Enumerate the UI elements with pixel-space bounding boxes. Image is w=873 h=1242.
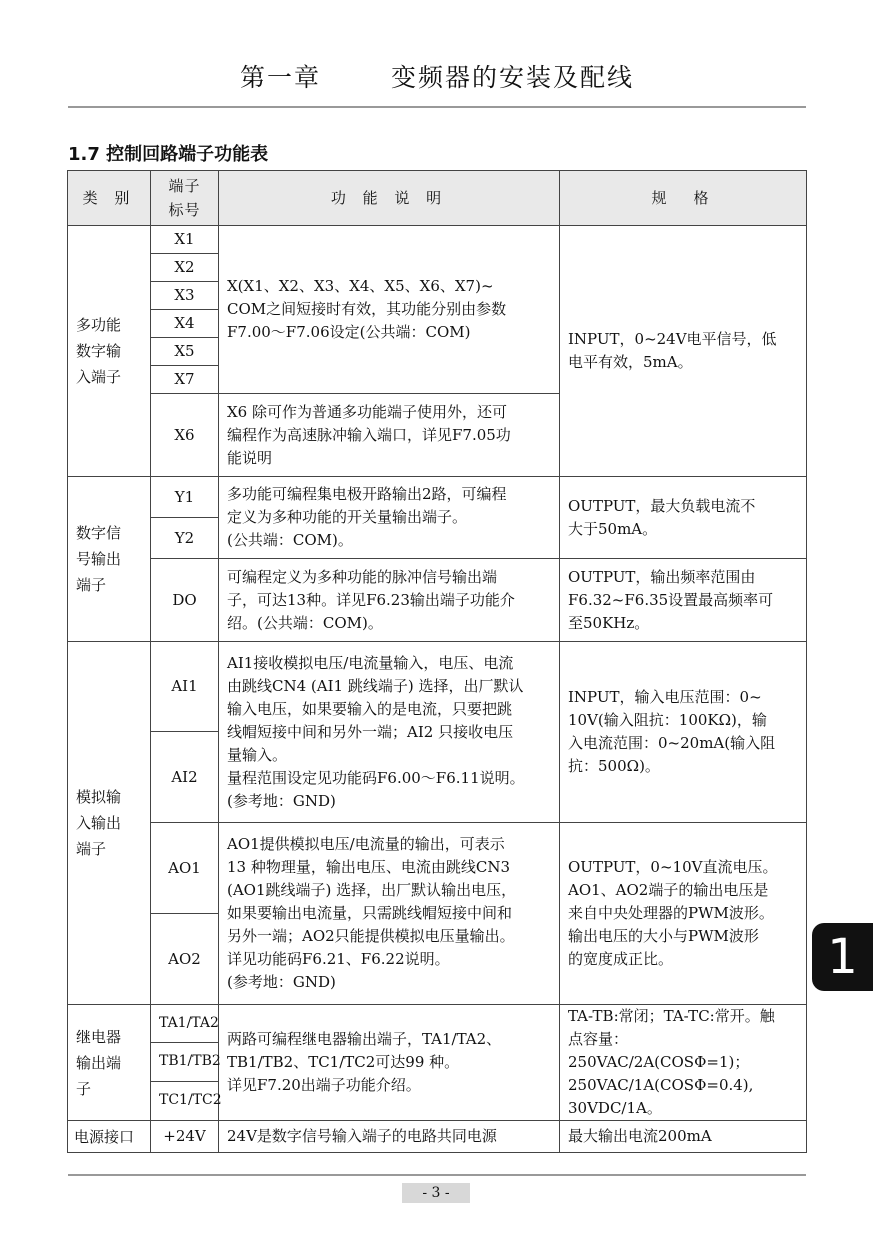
terminal-function-table [67,170,807,1153]
terminal-x6: X6 [151,394,219,477]
terminal-ai1: AI1 [151,642,219,732]
desc-relay: 两路可编程继电器输出端子，TA1/TA2、 TB1/TB2、TC1/TC2可达99 种。 详见F7.20出端子功能介绍。 [219,1005,560,1121]
terminal-x3: X3 [151,282,219,310]
spec-multi-input: INPUT，0~24V电平信号，低 电平有效，5mA。 [560,226,807,477]
terminal-y1: Y1 [151,477,219,518]
category-digital-output: 数字信 号输出 端子 [68,477,151,642]
header-spec: 规 格 [560,171,807,226]
terminal-tb: TB1/TB2 [151,1043,219,1081]
terminal-24v: +24V [151,1121,219,1153]
terminal-ai2: AI2 [151,732,219,823]
desc-x6: X6 除可作为普通多功能端子使用外，还可 编程作为高速脉冲输入端口，详见F7.05功 能说明 [219,394,560,477]
terminal-tc: TC1/TC2 [151,1081,219,1120]
spec-ai: INPUT，输入电压范围：0~ 10V(输入阻抗：100KΩ)，输 入电流范围：0~20mA(输入阻 抗：500Ω)。 [560,642,807,823]
spec-do: OUTPUT，输出频率范围由 F6.32~F6.35设置最高频率可 至50KHz。 [560,559,807,642]
spec-y: OUTPUT，最大负载电流不 大于50mA。 [560,477,807,559]
terminal-x5: X5 [151,338,219,366]
terminal-y2: Y2 [151,518,219,559]
terminal-ao2: AO2 [151,914,219,1005]
terminal-x7: X7 [151,366,219,394]
section-title: 1.7 控制回路端子功能表 [68,144,269,165]
chapter-header [68,58,806,100]
category-power: 电源接口 [68,1121,151,1153]
desc-multi-input: X(X1、X2、X3、X4、X5、X6、X7)~ COM之间短接时有效，其功能分别由参数 F7.00～F7.06设定(公共端：COM) [219,226,560,394]
page-number: - 3 - [402,1183,470,1203]
category-relay: 继电器 输出端 子 [68,1005,151,1121]
terminal-x2: X2 [151,254,219,282]
header-category: 类 别 [68,171,151,226]
terminal-x4: X4 [151,310,219,338]
spec-relay: TA-TB:常闭；TA-TC:常开。触 点容量：250VAC/2A(COSΦ=1)； 250VAC/1A(COSΦ=0.4), 30VDC/1A。 [560,1005,807,1121]
desc-power: 24V是数字信号输入端子的电路共同电源 [219,1121,560,1153]
terminal-ao1: AO1 [151,823,219,914]
terminal-x1: X1 [151,226,219,254]
desc-ao: AO1提供模拟电压/电流量的输出，可表示 13 种物理量，输出电压、电流由跳线CN3 (AO1跳线端子) 选择，出厂默认输出电压， 如果要输出电流量，只需跳线帽短接中间和 另外一端；AO2只能提供模拟电压量输出。 详见功能码F6.21、F6.22说明。 (参考地：GND) [219,823,560,1005]
desc-y: 多功能可编程集电极开路输出2路，可编程 定义为多种功能的开关量输出端子。 (公共端：COM)。 [219,477,560,559]
chapter-title: 变频器的安装及配线 [391,63,635,92]
header-terminal: 端子 标号 [151,171,219,226]
header-rule [68,106,806,108]
desc-do: 可编程定义为多种功能的脉冲信号输出端 子，可达13种。详见F6.23输出端子功能介 绍。(公共端：COM)。 [219,559,560,642]
desc-ai: AI1接收模拟电压/电流量输入，电压、电流 由跳线CN4 (AI1 跳线端子) 选择，出厂默认 输入电压，如果要输入的是电流，只要把跳 线帽短接中间和另外一端；AI2 只接收电压 量输入。 量程范围设定见功能码F6.00～F6.11说明。 (参考地：GND) [219,642,560,823]
chapter-number: 第一章 [239,63,321,92]
header-function: 功 能 说 明 [219,171,560,226]
spec-power: 最大输出电流200mA [560,1121,807,1153]
spec-ao: OUTPUT，0~10V直流电压。 AO1、AO2端子的输出电压是 来自中央处理器的PWM波形。 输出电压的大小与PWM波形 的宽度成正比。 [560,823,807,1005]
terminal-ta: TA1/TA2 [151,1005,219,1043]
category-analog: 模拟输 入输出 端子 [68,642,151,1005]
category-multi-input: 多功能 数字输 入端子 [68,226,151,477]
chapter-side-tab: 1 [812,923,873,991]
footer-rule [68,1174,806,1176]
terminal-do: DO [151,559,219,642]
